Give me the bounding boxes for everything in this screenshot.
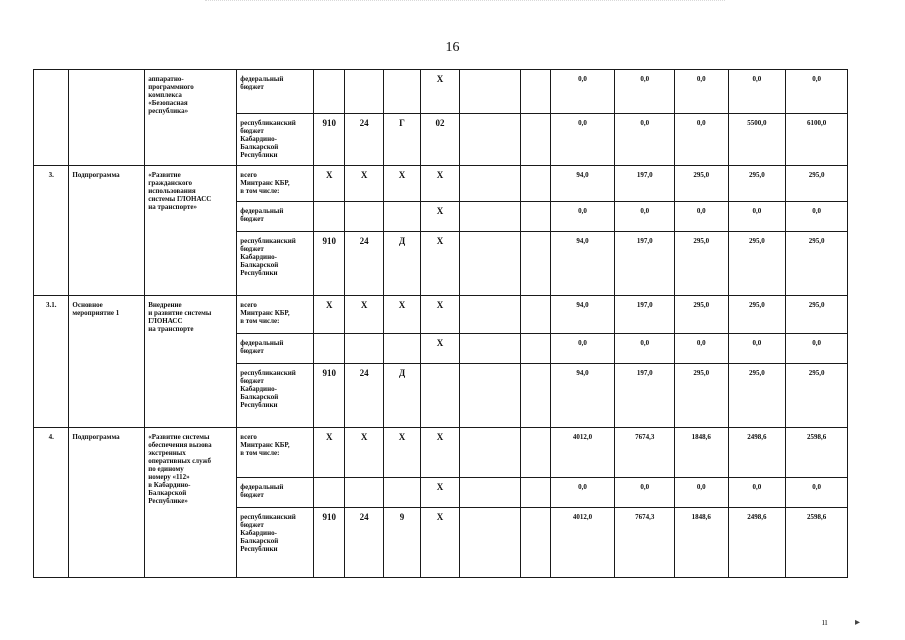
funding-source: федеральный бюджет bbox=[237, 70, 314, 114]
funding-source: республиканский бюджет Кабардино- Балкарской Республики bbox=[237, 364, 314, 428]
scan-artifact-line bbox=[205, 0, 725, 5]
code-cell: Х bbox=[314, 428, 345, 478]
code-cell bbox=[345, 334, 383, 364]
amount-cell: 94,0 bbox=[550, 364, 615, 428]
amount-cell: 0,0 bbox=[615, 114, 675, 166]
code-cell bbox=[421, 364, 459, 428]
amount-cell: 0,0 bbox=[550, 70, 615, 114]
code-cell: Х bbox=[421, 478, 459, 508]
item-kind: Подпрограмма bbox=[69, 428, 145, 578]
amount-cell: 0,0 bbox=[675, 114, 729, 166]
amount-cell: 295,0 bbox=[728, 232, 786, 296]
empty-cell bbox=[459, 166, 521, 202]
item-name: Внедрение и развитие системы ГЛОНАСС на транспорте bbox=[145, 296, 237, 428]
empty-cell bbox=[521, 70, 550, 114]
item-number: 3. bbox=[34, 166, 69, 296]
scan-artifact-dots: ıı ▸ bbox=[822, 617, 861, 628]
code-cell bbox=[345, 202, 383, 232]
code-cell: 910 bbox=[314, 232, 345, 296]
empty-cell bbox=[521, 114, 550, 166]
funding-source: всего Минтранс КБР, в том числе: bbox=[237, 296, 314, 334]
amount-cell: 197,0 bbox=[615, 232, 675, 296]
funding-source: республиканский бюджет Кабардино- Балкарской Республики bbox=[237, 232, 314, 296]
code-cell bbox=[383, 70, 420, 114]
table-row bbox=[34, 70, 848, 114]
code-cell bbox=[383, 334, 420, 364]
code-cell: 24 bbox=[345, 232, 383, 296]
code-cell bbox=[314, 202, 345, 232]
code-cell: 02 bbox=[421, 114, 459, 166]
table-row bbox=[34, 428, 848, 478]
item-kind bbox=[69, 70, 145, 166]
funding-source: федеральный бюджет bbox=[237, 334, 314, 364]
empty-cell bbox=[459, 508, 521, 578]
code-cell: Х bbox=[345, 296, 383, 334]
amount-cell: 295,0 bbox=[675, 364, 729, 428]
code-cell: Х bbox=[345, 166, 383, 202]
funding-source: всего Минтранс КБР, в том числе: bbox=[237, 166, 314, 202]
code-cell: Х bbox=[314, 296, 345, 334]
amount-cell: 0,0 bbox=[615, 478, 675, 508]
empty-cell bbox=[521, 428, 550, 478]
empty-cell bbox=[459, 334, 521, 364]
funding-source: республиканский бюджет Кабардино- Балкарской Республики bbox=[237, 114, 314, 166]
amount-cell: 295,0 bbox=[786, 166, 848, 202]
item-number: 4. bbox=[34, 428, 69, 578]
amount-cell: 295,0 bbox=[728, 296, 786, 334]
amount-cell: 0,0 bbox=[728, 202, 786, 232]
amount-cell: 0,0 bbox=[786, 334, 848, 364]
page-number: 16 bbox=[445, 40, 460, 55]
amount-cell: 94,0 bbox=[550, 232, 615, 296]
amount-cell: 0,0 bbox=[728, 334, 786, 364]
code-cell: Х bbox=[314, 166, 345, 202]
amount-cell: 0,0 bbox=[786, 202, 848, 232]
item-number bbox=[34, 70, 69, 166]
code-cell: Х bbox=[421, 508, 459, 578]
amount-cell: 295,0 bbox=[786, 232, 848, 296]
code-cell: 910 bbox=[314, 508, 345, 578]
amount-cell: 0,0 bbox=[615, 334, 675, 364]
item-kind: Подпрограмма bbox=[69, 166, 145, 296]
code-cell: Х bbox=[421, 70, 459, 114]
code-cell: Х bbox=[383, 296, 420, 334]
amount-cell: 0,0 bbox=[675, 478, 729, 508]
code-cell: Х bbox=[345, 428, 383, 478]
code-cell bbox=[314, 70, 345, 114]
code-cell: Х bbox=[421, 232, 459, 296]
empty-cell bbox=[459, 428, 521, 478]
code-cell bbox=[383, 478, 420, 508]
amount-cell: 7674,3 bbox=[615, 428, 675, 478]
item-name: «Развитие гражданского использования системы ГЛОНАСС на транспорте» bbox=[145, 166, 237, 296]
amount-cell: 0,0 bbox=[786, 70, 848, 114]
code-cell: Х bbox=[383, 428, 420, 478]
code-cell: Х bbox=[421, 334, 459, 364]
code-cell bbox=[345, 478, 383, 508]
empty-cell bbox=[521, 296, 550, 334]
amount-cell: 2598,6 bbox=[786, 428, 848, 478]
code-cell: Х bbox=[421, 296, 459, 334]
item-name: «Развитие системы обеспечения вызова экстренных оперативных служб по единому номеру «112» в Кабардино- Балкарской Республике» bbox=[145, 428, 237, 578]
amount-cell: 0,0 bbox=[550, 202, 615, 232]
funding-source: республиканский бюджет Кабардино- Балкарской Республики bbox=[237, 508, 314, 578]
amount-cell: 0,0 bbox=[675, 202, 729, 232]
amount-cell: 295,0 bbox=[728, 364, 786, 428]
amount-cell: 94,0 bbox=[550, 296, 615, 334]
amount-cell: 94,0 bbox=[550, 166, 615, 202]
amount-cell: 295,0 bbox=[786, 364, 848, 428]
code-cell: Д bbox=[383, 364, 420, 428]
item-kind: Основное мероприятие 1 bbox=[69, 296, 145, 428]
amount-cell: 295,0 bbox=[786, 296, 848, 334]
empty-cell bbox=[459, 232, 521, 296]
amount-cell: 295,0 bbox=[675, 232, 729, 296]
code-cell: 910 bbox=[314, 114, 345, 166]
amount-cell: 0,0 bbox=[728, 70, 786, 114]
code-cell: Х bbox=[383, 166, 420, 202]
amount-cell: 0,0 bbox=[675, 70, 729, 114]
amount-cell: 197,0 bbox=[615, 296, 675, 334]
amount-cell: 0,0 bbox=[615, 70, 675, 114]
code-cell bbox=[314, 478, 345, 508]
empty-cell bbox=[459, 478, 521, 508]
code-cell: Х bbox=[421, 166, 459, 202]
empty-cell bbox=[459, 202, 521, 232]
code-cell: Г bbox=[383, 114, 420, 166]
amount-cell: 295,0 bbox=[728, 166, 786, 202]
amount-cell: 0,0 bbox=[550, 478, 615, 508]
amount-cell: 295,0 bbox=[675, 296, 729, 334]
amount-cell: 0,0 bbox=[675, 334, 729, 364]
amount-cell: 0,0 bbox=[728, 478, 786, 508]
amount-cell: 1848,6 bbox=[675, 428, 729, 478]
amount-cell: 5500,0 bbox=[728, 114, 786, 166]
empty-cell bbox=[459, 70, 521, 114]
item-name: аппаратно- программного комплекса «Безопасная республика» bbox=[145, 70, 237, 166]
code-cell bbox=[383, 202, 420, 232]
code-cell: 24 bbox=[345, 364, 383, 428]
code-cell: 910 bbox=[314, 364, 345, 428]
empty-cell bbox=[459, 364, 521, 428]
amount-cell: 2598,6 bbox=[786, 508, 848, 578]
amount-cell: 0,0 bbox=[550, 114, 615, 166]
empty-cell bbox=[459, 114, 521, 166]
empty-cell bbox=[521, 334, 550, 364]
table-row bbox=[34, 166, 848, 202]
amount-cell: 1848,6 bbox=[675, 508, 729, 578]
item-number: 3.1. bbox=[34, 296, 69, 428]
empty-cell bbox=[521, 202, 550, 232]
code-cell: Х bbox=[421, 202, 459, 232]
amount-cell: 6100,0 bbox=[786, 114, 848, 166]
amount-cell: 197,0 bbox=[615, 166, 675, 202]
code-cell: 9 bbox=[383, 508, 420, 578]
funding-source: федеральный бюджет bbox=[237, 202, 314, 232]
table-row bbox=[34, 296, 848, 334]
amount-cell: 4012,0 bbox=[550, 428, 615, 478]
amount-cell: 0,0 bbox=[786, 478, 848, 508]
empty-cell bbox=[459, 296, 521, 334]
code-cell: Х bbox=[421, 428, 459, 478]
empty-cell bbox=[521, 166, 550, 202]
funding-source: федеральный бюджет bbox=[237, 478, 314, 508]
amount-cell: 7674,3 bbox=[615, 508, 675, 578]
amount-cell: 197,0 bbox=[615, 364, 675, 428]
empty-cell bbox=[521, 508, 550, 578]
code-cell bbox=[345, 70, 383, 114]
code-cell: Д bbox=[383, 232, 420, 296]
empty-cell bbox=[521, 232, 550, 296]
amount-cell: 2498,6 bbox=[728, 428, 786, 478]
funding-source: всего Минтранс КБР, в том числе: bbox=[237, 428, 314, 478]
amount-cell: 4012,0 bbox=[550, 508, 615, 578]
empty-cell bbox=[521, 364, 550, 428]
amount-cell: 295,0 bbox=[675, 166, 729, 202]
budget-table bbox=[33, 69, 848, 578]
code-cell bbox=[314, 334, 345, 364]
amount-cell: 0,0 bbox=[550, 334, 615, 364]
empty-cell bbox=[521, 478, 550, 508]
amount-cell: 0,0 bbox=[615, 202, 675, 232]
amount-cell: 2498,6 bbox=[728, 508, 786, 578]
code-cell: 24 bbox=[345, 114, 383, 166]
code-cell: 24 bbox=[345, 508, 383, 578]
